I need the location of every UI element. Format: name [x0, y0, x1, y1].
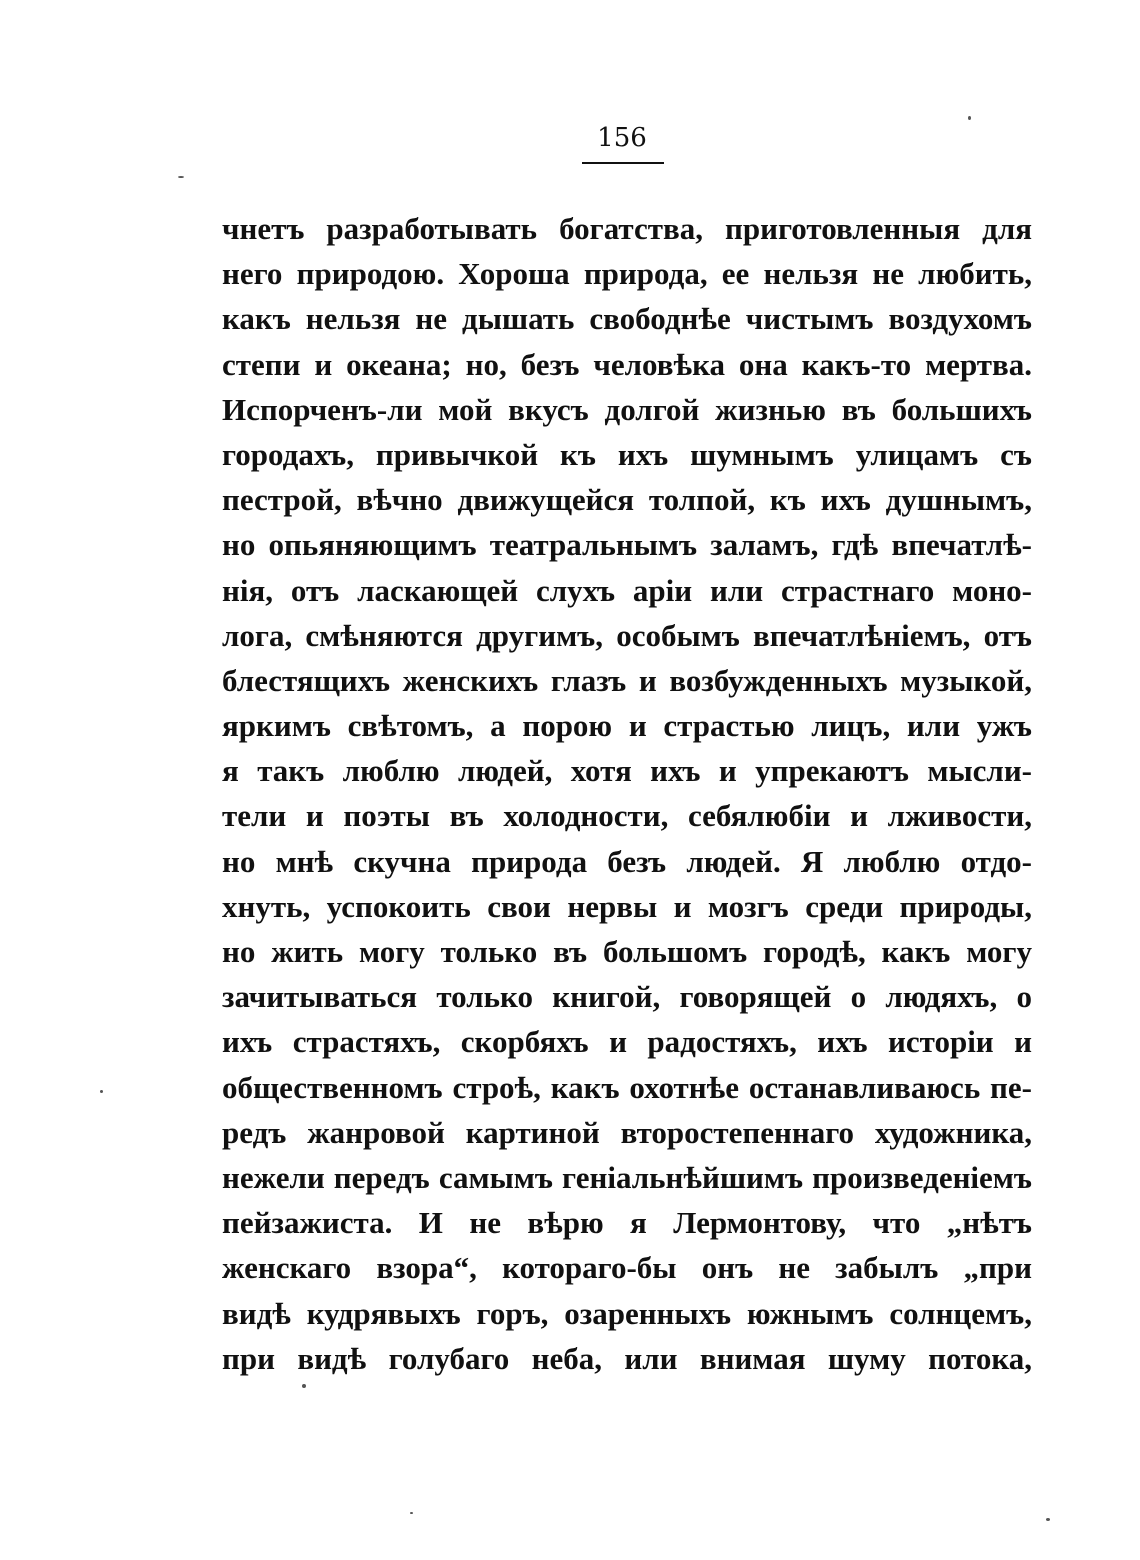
text-line: ихъ страстяхъ, скорбяхъ и радостяхъ, ихъ исторіи и — [222, 1024, 1032, 1060]
text-line: степи и океана; но, безъ человѣка она какъ-то мертва. — [222, 346, 1032, 382]
text-line: я такъ люблю людей, хотя ихъ и упрекаютъ мысли- — [222, 753, 1032, 789]
scan-speck — [302, 1384, 306, 1388]
text-line: блестящихъ женскихъ глазъ и возбужденныхъ музыкой, — [222, 662, 1032, 698]
scan-speck — [1046, 1518, 1050, 1521]
text-line: тели и поэты въ холодности, себялюбіи и лживости, — [222, 798, 1032, 834]
text-line: чнетъ разработывать богатства, приготовленныя для — [222, 211, 1032, 246]
text-line: женскаго взора“, котораго-бы онъ не забылъ „при — [222, 1250, 1032, 1286]
text-line: него природою. Хороша природа, ее нельзя не любить, — [222, 256, 1032, 292]
page-number: 156 — [597, 123, 647, 153]
text-line: яркимъ свѣтомъ, а порою и страстью лицъ, или ужъ — [222, 708, 1032, 744]
scan-speck — [178, 176, 184, 178]
text-line: какъ нельзя не дышать свободнѣе чистымъ воздухомъ — [222, 301, 1032, 337]
text-line: городахъ, привычкой къ ихъ шумнымъ улицамъ съ — [222, 436, 1032, 472]
text-line: нія, отъ ласкающей слухъ аріи или страстнаго моно- — [222, 572, 1032, 608]
scan-speck — [100, 1090, 103, 1093]
text-line: редъ жанровой картиной второстепеннаго художника, — [222, 1114, 1032, 1150]
body-text — [222, 206, 1032, 1381]
text-line: видѣ кудрявыхъ горъ, озаренныхъ южнымъ солнцемъ, — [222, 1295, 1032, 1331]
text-line: при видѣ голубаго неба, или внимая шуму потока, — [222, 1340, 1032, 1376]
page-number-rule — [582, 162, 664, 164]
text-line: но мнѣ скучна природа безъ людей. Я люблю отдо- — [222, 843, 1032, 879]
text-line: общественномъ строѣ, какъ охотнѣе останавливаюсь пе- — [222, 1069, 1032, 1105]
scan-speck — [968, 116, 971, 120]
scan-speck — [410, 1512, 413, 1514]
text-line: но опьяняющимъ театральнымъ заламъ, гдѣ впечатлѣ- — [222, 527, 1032, 563]
text-line: пестрой, вѣчно движущейся толпой, къ ихъ душнымъ, — [222, 482, 1032, 518]
text-line: пейзажиста. И не вѣрю я Лермонтову, что „нѣтъ — [222, 1205, 1032, 1241]
text-line: зачитываться только книгой, говорящей о людяхъ, о — [222, 979, 1032, 1015]
text-line: Испорченъ-ли мой вкусъ долгой жизнью въ большихъ — [222, 391, 1032, 427]
text-line: хнуть, успокоить свои нервы и мозгъ среди природы, — [222, 888, 1032, 924]
text-line: но жить могу только въ большомъ городѣ, какъ могу — [222, 934, 1032, 969]
text-line: лога, смѣняются другимъ, особымъ впечатлѣніемъ, отъ — [222, 617, 1032, 653]
text-line: нежели передъ самымъ геніальнѣйшимъ произведеніемъ — [222, 1159, 1032, 1195]
